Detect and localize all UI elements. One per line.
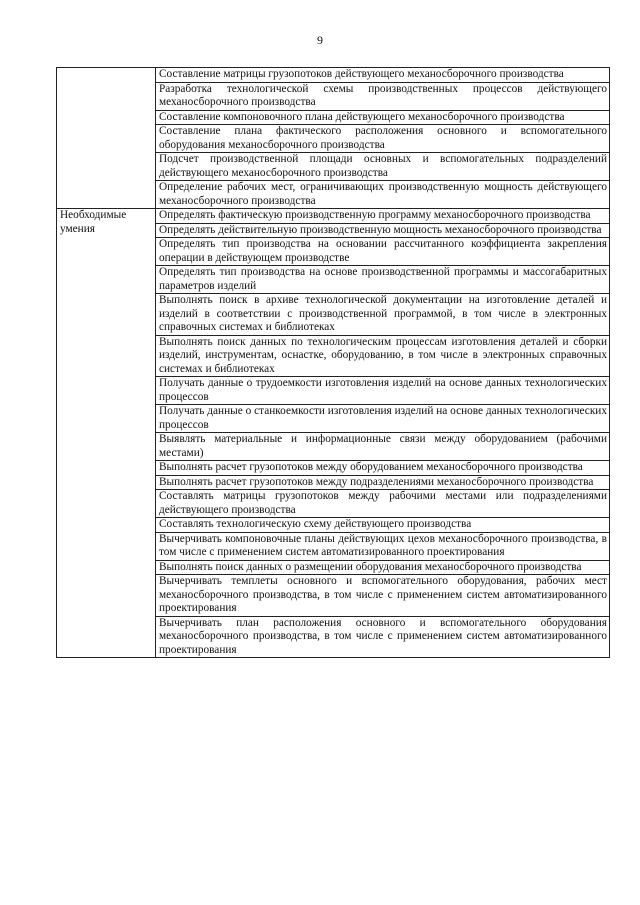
table-cell — [156, 461, 610, 476]
row-text: Выполнять расчет грузопотоков между подразделениями механосборочного производства — [159, 475, 594, 488]
row-text: Подсчет производственной площади основных и вспомогательных подразделений действующего механосборочного производства — [159, 153, 607, 179]
table-cell — [156, 238, 610, 266]
table-cell — [156, 294, 610, 336]
row-text: Разработка технологической схемы производственных процессов действующего механосборочного производства — [159, 82, 607, 108]
row-text: Выявлять материальные и информационные связи между оборудованием (рабочими местами) — [159, 433, 607, 459]
row-text: Составлять матрицы грузопотоков между рабочими местами или подразделениями действующего производства — [159, 490, 607, 516]
table-cell — [156, 125, 610, 153]
table-cell — [156, 335, 610, 377]
table-cell — [156, 616, 610, 658]
table-row — [57, 209, 610, 224]
row-text: Выполнять расчет грузопотоков между оборудованием механосборочного производства — [159, 461, 583, 473]
row-text: Вычерчивать компоновочные планы действующих цехов механосборочного производства, в том числе с применением систем автоматизированного проектирования — [159, 532, 607, 558]
table-row — [57, 68, 610, 83]
row-text: Получать данные о трудоемкости изготовления изделий на основе данных технологических процессов — [159, 377, 607, 403]
table-cell — [156, 377, 610, 405]
row-text: Составление плана фактического расположения основного и вспомогательного оборудования механосборочного производства — [159, 125, 607, 151]
table-cell — [156, 518, 610, 533]
table-cell — [156, 532, 610, 560]
row-text: Определять тип производства на основании рассчитанного коэффициента закрепления операции в действующем производстве — [159, 238, 607, 264]
table-cell — [156, 223, 610, 238]
table-cell — [156, 82, 610, 110]
row-text: Определять действительную производственную мощность механосборочного производства — [159, 223, 602, 236]
skills-label-cell — [57, 209, 156, 658]
table-cell — [156, 181, 610, 209]
table-cell — [156, 475, 610, 490]
table-cell — [156, 153, 610, 181]
row-text: Выполнять поиск в архиве технологической документации на изготовление деталей и изделий в соответствии с производственной программой, в том числе в электронных справочных системах и библиотеках — [159, 294, 607, 333]
row-text: Определять тип производства на основе производственной программы и массогабаритных параметров изделий — [159, 266, 607, 292]
skills-label: Необходимые умения — [60, 209, 127, 235]
table-cell — [156, 575, 610, 617]
row-text: Выполнять поиск данных по технологическим процессам изготовления деталей и сборки изделий, инструментам, оснастке, оборудованию, в том числе в электронных справочных системах и библиотеках — [159, 335, 607, 375]
empty-label-cell — [57, 68, 156, 209]
table-cell — [156, 433, 610, 461]
row-text: Определять фактическую производственную программу механосборочного производства — [159, 209, 591, 221]
table-body — [57, 68, 610, 658]
table-cell — [156, 68, 610, 83]
table-cell — [156, 266, 610, 294]
table-cell — [156, 490, 610, 518]
row-text: Выполнять поиск данных о размещении оборудования механосборочного производства — [159, 560, 582, 573]
competency-table — [56, 67, 610, 658]
page-number: 9 — [317, 33, 323, 47]
row-text: Вычерчивать темплеты основного и вспомогательного оборудования, рабочих мест механосборочного производства, в том числе с применением систем автоматизированного проектирования — [159, 575, 607, 614]
row-text: Составлять технологическую схему действующего производства — [159, 518, 472, 530]
row-text: Составление компоновочного плана действующего механосборочного производства — [159, 110, 565, 123]
row-text: Составление матрицы грузопотоков действующего механосборочного производства — [159, 68, 564, 80]
table-cell — [156, 209, 610, 224]
row-text: Вычерчивать план расположения основного и вспомогательного оборудования механосборочного производства, в том числе с применением систем автоматизированного проектирования — [159, 616, 607, 656]
table-cell — [156, 405, 610, 433]
table-cell — [156, 110, 610, 125]
row-text: Получать данные о станкоемкости изготовления изделий на основе данных технологических процессов — [159, 405, 607, 431]
row-text: Определение рабочих мест, ограничивающих производственную мощность действующего механосборочного производства — [159, 181, 607, 207]
table-cell — [156, 560, 610, 575]
